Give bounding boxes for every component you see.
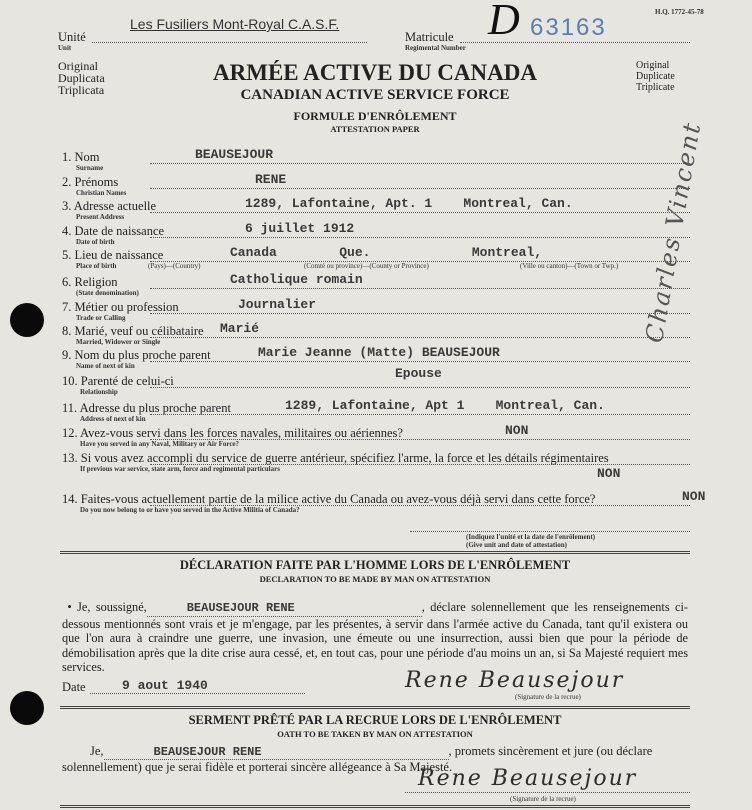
field-value: RENE	[255, 172, 287, 187]
signature-label: (Signature de la recrue)	[515, 693, 581, 701]
indiquez-label: (Indiquez l'unité et la date de l'enrôlement)	[466, 533, 596, 541]
form-title: FORMULE D'ENRÔLEMENT	[293, 109, 457, 123]
field-value: NON	[597, 466, 621, 481]
punch-hole	[10, 303, 44, 337]
field-label: 5. Lieu de naissance	[62, 248, 164, 262]
copies-right: Original Duplicate Triplicate	[636, 60, 675, 93]
field-label: 12. Avez-vous servi dans les forces navales, militaires ou aériennes?	[62, 426, 403, 440]
field-sublabel: Name of next of kin	[76, 362, 135, 370]
field-label: 10. Parenté de celui-ci	[62, 374, 174, 388]
field-sublabel: Trade or Calling	[76, 314, 126, 322]
field-label: 1. Nom	[62, 150, 100, 164]
field-label: 13. Si vous avez accompli du service de guerre antérieur, spécifiez l'arme, la force et les détails régimentaires	[62, 451, 609, 465]
field-value: Journalier	[238, 297, 317, 312]
field-label: 4. Date de naissance	[62, 224, 165, 238]
margin-signature: Charles Vincent	[640, 119, 707, 345]
field-value: Canada Que. Montreal,	[230, 245, 543, 260]
form-title-en: ATTESTATION PAPER	[330, 124, 420, 134]
matricule-mark: D	[488, 0, 520, 44]
oath-signature: Rene Beausejour	[418, 766, 638, 791]
field-value: 1289, Lafontaine, Apt 1 Montreal, Can.	[285, 398, 605, 413]
oath-name: BEAUSEJOUR RENE	[104, 745, 449, 760]
declaration-text: • Je, soussigné, BEAUSEJOUR RENE , déclare solennellement que les renseignements ci-dessous mentionnés sont vrais et je m'engage, par les présentes, à servir dans l'armée active du Canada, tant qu'il existera ou que l'on aura à craindre une guerre, une invasion, une émeute ou une insurrection, aussi bien que pour la période de démobilisation après que la dite crise aura cessé, et, en tout cas, pour une période d'au moins un an, si Sa Majesté requiert mes services.	[62, 600, 688, 674]
field-value: Catholique romain	[230, 272, 363, 287]
field-value: BEAUSEJOUR	[195, 147, 274, 162]
declaration-title-en: DECLARATION TO BE MADE BY MAN ON ATTESTATION	[259, 574, 491, 584]
date-value: 9 aout 1940	[122, 678, 208, 693]
punch-hole	[10, 691, 44, 725]
title: ARMÉE ACTIVE DU CANADA	[213, 60, 537, 85]
field-value: Marié	[220, 321, 260, 336]
field-value: 1289, Lafontaine, Apt. 1 Montreal, Can.	[245, 196, 573, 211]
field-sublabel: Date of birth	[76, 238, 115, 246]
indiquez-label-en: (Give unit and date of attestation)	[466, 541, 567, 549]
field-value: 6 juillet 1912	[245, 221, 355, 236]
field-sublabel: Present Address	[76, 213, 125, 221]
field-value: NON	[682, 489, 706, 504]
place-sublabel: (Ville ou canton)—(Town or Twp.)	[520, 262, 619, 270]
field-value: Epouse	[395, 366, 442, 381]
recruit-signature: Rene Beausejour	[405, 668, 625, 693]
field-value: NON	[505, 423, 529, 438]
title-en: CANADIAN ACTIVE SERVICE FORCE	[240, 87, 510, 103]
field-label: 8. Marié, veuf ou célibataire	[62, 324, 204, 338]
field-sublabel: Married, Widower or Single	[76, 338, 161, 346]
oath-line1: Je, BEAUSEJOUR RENE , promets sincèrement et jure (ou déclare	[90, 744, 653, 759]
oath-title-en: OATH TO BE TAKEN BY MAN ON ATTESTATION	[277, 729, 473, 739]
field-sublabel: Relationship	[80, 388, 118, 396]
matricule-label: Matricule	[405, 30, 454, 44]
unit-label-en: Unit	[58, 44, 72, 52]
field-label: 11. Adresse du plus proche parent	[62, 401, 231, 415]
unit-label: Unité	[58, 30, 86, 44]
field-label: 9. Nom du plus proche parent	[62, 348, 211, 362]
unit-value: Les Fusiliers Mont-Royal C.A.S.F.	[130, 16, 340, 32]
field-value: Marie Jeanne (Matte) BEAUSEJOUR	[258, 345, 500, 360]
declaration-title: DÉCLARATION FAITE PAR L'HOMME LORS DE L'ENRÔLEMENT	[179, 558, 571, 572]
field-sublabel: If previous war service, state arm, force and regimental particulars	[80, 465, 280, 473]
date-label: Date	[62, 680, 86, 694]
declaration-name: BEAUSEJOUR RENE	[147, 601, 422, 617]
place-sublabel: (Pays)—(Country)	[148, 262, 201, 270]
field-label: 6. Religion	[62, 275, 118, 289]
matricule-label-en: Regimental Number	[405, 44, 466, 52]
field-label: 14. Faites-vous actuellement partie de la milice active du Canada ou avez-vous déjà servi dans cette force?	[62, 492, 596, 506]
place-sublabel: (Comté ou province)—(County or Province)	[304, 262, 429, 270]
field-sublabel: Surname	[76, 164, 104, 172]
copies-left: Original Duplicata Triplicata	[58, 59, 105, 97]
oath-title: SERMENT PRÊTÉ PAR LA RECRUE LORS DE L'ENRÔLEMENT	[188, 713, 562, 727]
field-sublabel: (State denomination)	[76, 289, 139, 297]
matricule-value: 63163	[530, 14, 607, 41]
field-label: 2. Prénoms	[62, 175, 119, 189]
field-sublabel: Address of next of kin	[80, 415, 146, 423]
field-label: 7. Métier ou profession	[62, 300, 179, 314]
form-code: H.Q. 1772-45-78	[655, 8, 704, 16]
field-sublabel: Have you served in any Naval, Military or Air Force?	[80, 440, 240, 448]
field-sublabel: Christian Names	[76, 189, 127, 197]
oath-line2: solennellement) que je serai fidèle et porterai sincère allégeance à Sa Majesté.	[62, 760, 453, 774]
field-label: 3. Adresse actuelle	[62, 199, 157, 213]
signature-label: (Signature de la recrue)	[510, 795, 576, 803]
field-sublabel: Do you now belong to or have you served in the Active Militia of Canada?	[80, 506, 300, 514]
field-sublabel: Place of birth	[76, 262, 117, 270]
